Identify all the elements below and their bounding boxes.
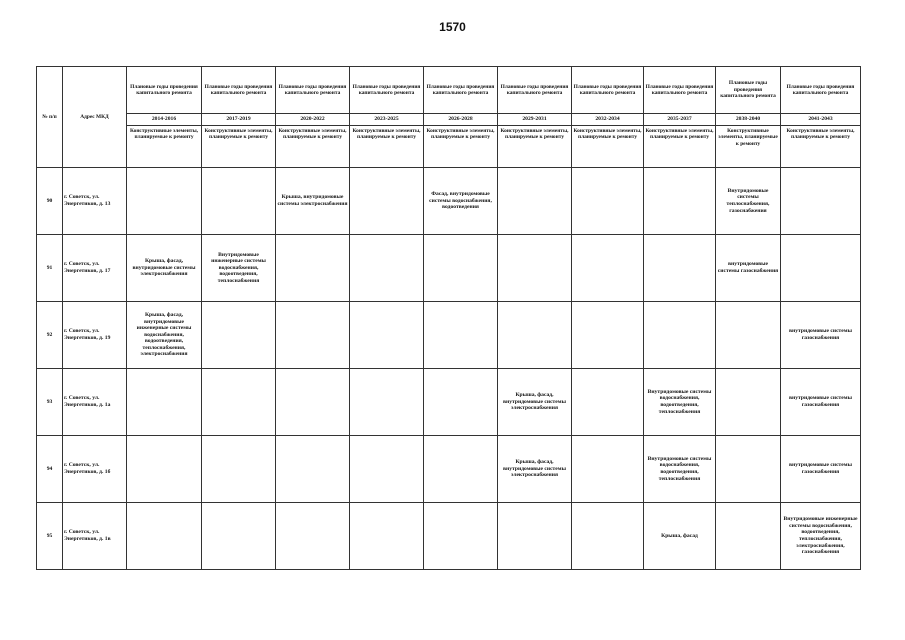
header-year-range: 2026-2028 xyxy=(424,114,498,126)
repair-cell: внутридомовые системы газоснабжения xyxy=(781,369,861,436)
header-element-label: Конструктивные элементы, планируемые к ремонту xyxy=(202,126,276,168)
header-year-range: 2032-2034 xyxy=(572,114,644,126)
row-number: 94 xyxy=(37,436,63,503)
header-year-title: Плановые годы проведения капитального ремонта xyxy=(424,67,498,114)
repair-cell xyxy=(572,369,644,436)
repair-cell: Крыша, фасад, внутридомовые инженерные системы водоснабжения, водоотведения, теплоснабжения, электроснабжения xyxy=(127,302,202,369)
row-address: г. Советск, ул. Энергетиков, д. 1б xyxy=(63,436,127,503)
header-year-range: 2023-2025 xyxy=(350,114,424,126)
repair-cell xyxy=(350,503,424,570)
repair-cell xyxy=(716,369,781,436)
repair-cell xyxy=(127,503,202,570)
repair-cell xyxy=(572,235,644,302)
row-number: 93 xyxy=(37,369,63,436)
repair-cell xyxy=(572,168,644,235)
repair-cell: Крыша, фасад, внутридомовые системы электроснабжения xyxy=(498,369,572,436)
repair-cell xyxy=(498,235,572,302)
table-row xyxy=(37,168,861,235)
repair-cell xyxy=(781,168,861,235)
header-year-range: 2038-2040 xyxy=(716,114,781,126)
header-row-years xyxy=(37,67,861,114)
row-number: 91 xyxy=(37,235,63,302)
repair-cell xyxy=(781,235,861,302)
header-year-range: 2017-2019 xyxy=(202,114,276,126)
header-num: № п/п xyxy=(37,67,63,168)
repair-cell xyxy=(276,436,350,503)
header-element-label: Конструктивные элементы, планируемые к ремонту xyxy=(572,126,644,168)
header-year-title: Плановые годы проведения капитального ремонта xyxy=(350,67,424,114)
repair-cell xyxy=(572,302,644,369)
repair-cell xyxy=(644,168,716,235)
table-body xyxy=(37,168,861,570)
repair-cell xyxy=(644,235,716,302)
header-year-title: Плановые годы проведения капитального ремонта xyxy=(716,67,781,114)
repair-cell xyxy=(424,302,498,369)
row-number: 90 xyxy=(37,168,63,235)
table-row xyxy=(37,503,861,570)
header-element-label: Конструктивные элементы, планируемые к ремонту xyxy=(716,126,781,168)
repair-cell xyxy=(202,302,276,369)
repair-plan-table xyxy=(36,66,861,570)
repair-cell xyxy=(716,436,781,503)
repair-cell xyxy=(424,235,498,302)
repair-cell xyxy=(498,302,572,369)
repair-cell xyxy=(276,302,350,369)
repair-cell xyxy=(350,302,424,369)
repair-cell: внутридомовые системы газоснабжения xyxy=(781,436,861,503)
repair-cell xyxy=(350,168,424,235)
repair-cell xyxy=(350,436,424,503)
repair-cell xyxy=(202,436,276,503)
repair-cell xyxy=(202,503,276,570)
repair-cell xyxy=(644,302,716,369)
repair-cell: Крыша, фасад, внутридомовые системы электроснабжения xyxy=(498,436,572,503)
table-row xyxy=(37,436,861,503)
header-row-elements xyxy=(37,126,861,168)
repair-cell: Внутридомовые системы водоснабжения, водоотведения, теплоснабжения xyxy=(644,369,716,436)
header-year-title: Плановые годы проведения капитального ремонта xyxy=(127,67,202,114)
repair-cell xyxy=(716,503,781,570)
repair-cell xyxy=(127,168,202,235)
header-element-label: Конструктивные элементы, планируемые к ремонту xyxy=(350,126,424,168)
header-year-range: 2041-2043 xyxy=(781,114,861,126)
repair-cell xyxy=(572,436,644,503)
repair-cell xyxy=(572,503,644,570)
repair-cell: внутридомовые системы газоснабжения xyxy=(781,302,861,369)
repair-cell: Фасад, внутридомовые системы водоснабжения, водоотведения xyxy=(424,168,498,235)
row-number: 95 xyxy=(37,503,63,570)
repair-cell xyxy=(424,369,498,436)
header-element-label: Конструктивные элементы, планируемые к ремонту xyxy=(781,126,861,168)
repair-cell: Крыша, фасад, внутридомовые системы электроснабжения xyxy=(127,235,202,302)
repair-cell: Внутридомовые инженерные системы водоснабжения, водоотведения, теплоснабжения, электроснабжения, газоснабжения xyxy=(781,503,861,570)
repair-cell xyxy=(350,369,424,436)
header-year-title: Плановые годы проведения капитального ремонта xyxy=(202,67,276,114)
header-element-label: Конструктивные элементы, планируемые к ремонту xyxy=(498,126,572,168)
repair-cell xyxy=(716,302,781,369)
header-element-label: Конструктивные элементы, планируемые к ремонту xyxy=(424,126,498,168)
header-year-range: 2029-2031 xyxy=(498,114,572,126)
header-year-title: Плановые годы проведения капитального ремонта xyxy=(572,67,644,114)
row-address: г. Советск, ул. Энергетиков, д. 13 xyxy=(63,168,127,235)
header-year-title: Плановые годы проведения капитального ремонта xyxy=(276,67,350,114)
repair-cell: Внутридомовые системы теплоснабжения, газоснабжения xyxy=(716,168,781,235)
repair-cell xyxy=(202,168,276,235)
repair-cell xyxy=(202,369,276,436)
repair-cell xyxy=(498,503,572,570)
row-address: г. Советск, ул. Энергетиков, д. 17 xyxy=(63,235,127,302)
table-row xyxy=(37,369,861,436)
repair-cell: Внутридомовые инженерные системы водоснабжения, водоотведения, теплоснабжения xyxy=(202,235,276,302)
table-row xyxy=(37,302,861,369)
header-year-title: Плановые годы проведения капитального ремонта xyxy=(644,67,716,114)
repair-cell xyxy=(424,436,498,503)
header-year-range: 2035-2037 xyxy=(644,114,716,126)
repair-cell xyxy=(127,436,202,503)
repair-cell xyxy=(276,503,350,570)
header-year-title: Плановые годы проведения капитального ремонта xyxy=(781,67,861,114)
row-number: 92 xyxy=(37,302,63,369)
header-year-range: 2014-2016 xyxy=(127,114,202,126)
repair-cell: Внутридомовые системы водоснабжения, водоотведения, теплоснабжения xyxy=(644,436,716,503)
header-element-label: Конструктивные элементы, планируемые к ремонту xyxy=(127,126,202,168)
table-row xyxy=(37,235,861,302)
repair-cell xyxy=(127,369,202,436)
header-element-label: Конструктивные элементы, планируемые к ремонту xyxy=(644,126,716,168)
repair-cell xyxy=(498,168,572,235)
repair-cell xyxy=(424,503,498,570)
repair-cell xyxy=(276,235,350,302)
header-element-label: Конструктивные элементы, планируемые к ремонту xyxy=(276,126,350,168)
page-number: 1570 xyxy=(439,20,466,34)
repair-cell: Крыша, фасад xyxy=(644,503,716,570)
repair-cell xyxy=(350,235,424,302)
header-year-title: Плановые годы проведения капитального ремонта xyxy=(498,67,572,114)
repair-cell xyxy=(276,369,350,436)
repair-cell: внутридомовые системы газоснабжения xyxy=(716,235,781,302)
row-address: г. Советск, ул. Энергетиков, д. 1в xyxy=(63,503,127,570)
header-year-range: 2020-2022 xyxy=(276,114,350,126)
row-address: г. Советск, ул. Энергетиков, д. 1а xyxy=(63,369,127,436)
row-address: г. Советск, ул. Энергетиков, д. 19 xyxy=(63,302,127,369)
repair-cell: Крыша, внутридомовые системы электроснабжения xyxy=(276,168,350,235)
header-row-ranges xyxy=(37,114,861,126)
header-address: Адрес МКД xyxy=(63,67,127,168)
